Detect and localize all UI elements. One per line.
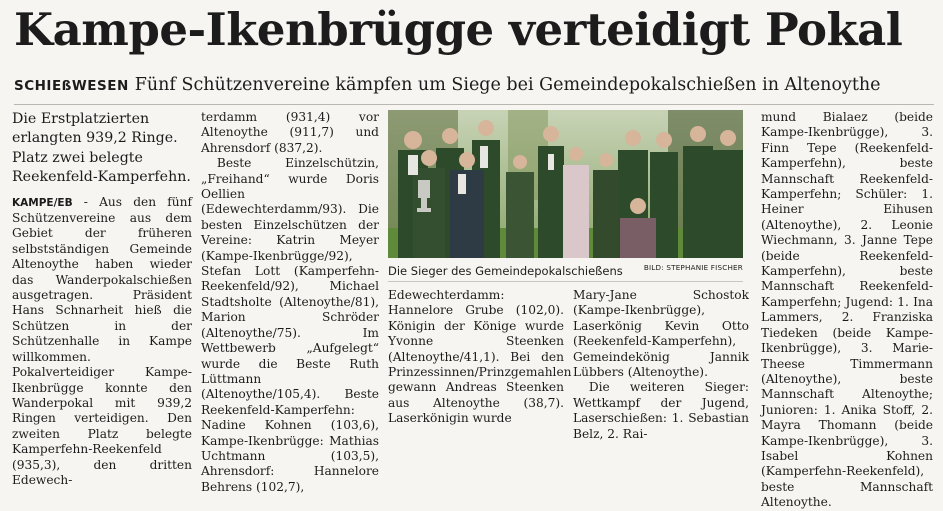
column-4-para-2: Die weiteren Sieger: Wettkampf der Jugend, Laserschießen: 1. Sebastian Belz, 2. Rai-	[573, 380, 749, 441]
subheadline-row	[14, 73, 934, 98]
divider	[14, 104, 934, 105]
column-4-para-1: Mary-Jane Schostok (Kampe-Ikenbrügge), Laserkönig Kevin Otto (Reekenfeld-Kamperfehn), Gemeindekönig Jannik Lübbers (Altenoythe).	[573, 288, 749, 380]
dateline: KAMPE/EB	[12, 196, 73, 209]
column-2-para-2: Beste Einzelschützin, „Freihand“ wurde Doris Oellien (Edewechterdamm/93). Die besten Einzelschützen der Vereine: Katrin Meyer (Kampe-Ikenbrügge/92), Stefan Lott (Kamperfehn-Reekenfeld/92), Michael Stadtsholte (Altenoythe/81), Marion Schröder (Altenoythe/75). Im Wettbewerb „Aufgelegt“ wurde die Beste Ruth Lüttmann (Altenoythe/105,4). Beste Reekenfeld-Kamperfehn: Nadine Kohnen (103,6), Kampe-Ikenbrügge: Mathias Uchtmann (103,5), Ahrensdorf: Hannelore Behrens (102,7),	[201, 156, 379, 494]
photo-credit: BILD: STEPHANIE FISCHER	[643, 263, 743, 272]
photo-caption-row	[388, 260, 743, 279]
column-5	[761, 110, 933, 511]
group-photo	[388, 110, 743, 258]
headline: Kampe-Ikenbrügge verteidigt Pokal	[14, 3, 903, 56]
column-2	[201, 110, 379, 495]
column-1	[12, 110, 192, 488]
column-2-para-1: terdamm (931,4) vor Altenoythe (911,7) und Ahrensdorf (837,2).	[201, 110, 379, 155]
subheadline: Fünf Schützenvereine kämpfen um Siege bei Gemeindepokalschießen in Altenoythe	[134, 75, 881, 95]
caption-divider	[388, 281, 743, 282]
photo-caption: Die Sieger des Gemeindepokalschießens	[388, 264, 623, 278]
article-lead: Die Erstplatzierten erlangten 939,2 Ringe. Platz zwei belegte Reekenfeld-Kamperfehn.	[12, 111, 191, 186]
column-3-para-1: Edewechterdamm: Hannelore Grube (102,0). Königin der Könige wurde Yvonne Steenken (Altenoythe/41,1). Bei den Prinzessinnen/Prinzgemahlen gewann Andreas Steenken aus Altenoythe (38,7). Laserkönigin wurde	[388, 288, 572, 426]
article-body-start	[12, 195, 192, 489]
column-4	[573, 288, 749, 442]
column-5-para-1: mund Bialaez (beide Kampe-Ikenbrügge), 3. Finn Tepe (Reekenfeld-Kamperfehn), beste Mannschaft Reekenfeld-Kamperfehn; Schüler: 1. Heiner Eihusen (Altenoythe), 2. Leonie Wiechmann, 3. Janne Tepe (beide Reekenfeld-Kamperfehn), beste Mannschaft Reekenfeld-Kamperfehn; Jugend: 1. Ina Lammers, 2. Franziska Tiedeken (beide Kampe-Ikenbrügge), 3. Marie-Theese Timmermann (Altenoythe), beste Mannschaft Altenoythe; Junioren: 1. Anika Stoff, 2. Mayra Thomann (beide Kampe-Ikenbrügge), 3. Isabel Kohnen (Kamperfehn-Reekenfeld), beste Mannschaft Altenoythe.	[761, 110, 933, 510]
column-3	[388, 288, 572, 427]
kicker: SCHIEßWESEN	[14, 78, 129, 94]
column-1-text: - Aus den fünf Schützenvereine aus dem Gebiet der früheren selbstständigen Gemeinde Altenoythe haben wieder das Wanderpokalschießen ausgetragen. Präsident Hans Schnarheit hieß die Schützen in der Schützenhalle in Kampe willkommen. Pokalverteidiger Kampe-Ikenbrügge konnte den Wanderpokal mit 939,2 Ringen verteidigen. Den zweiten Platz belegte Kamperfehn-Reekenfeld (935,3), den dritten Edewech-	[12, 194, 192, 487]
